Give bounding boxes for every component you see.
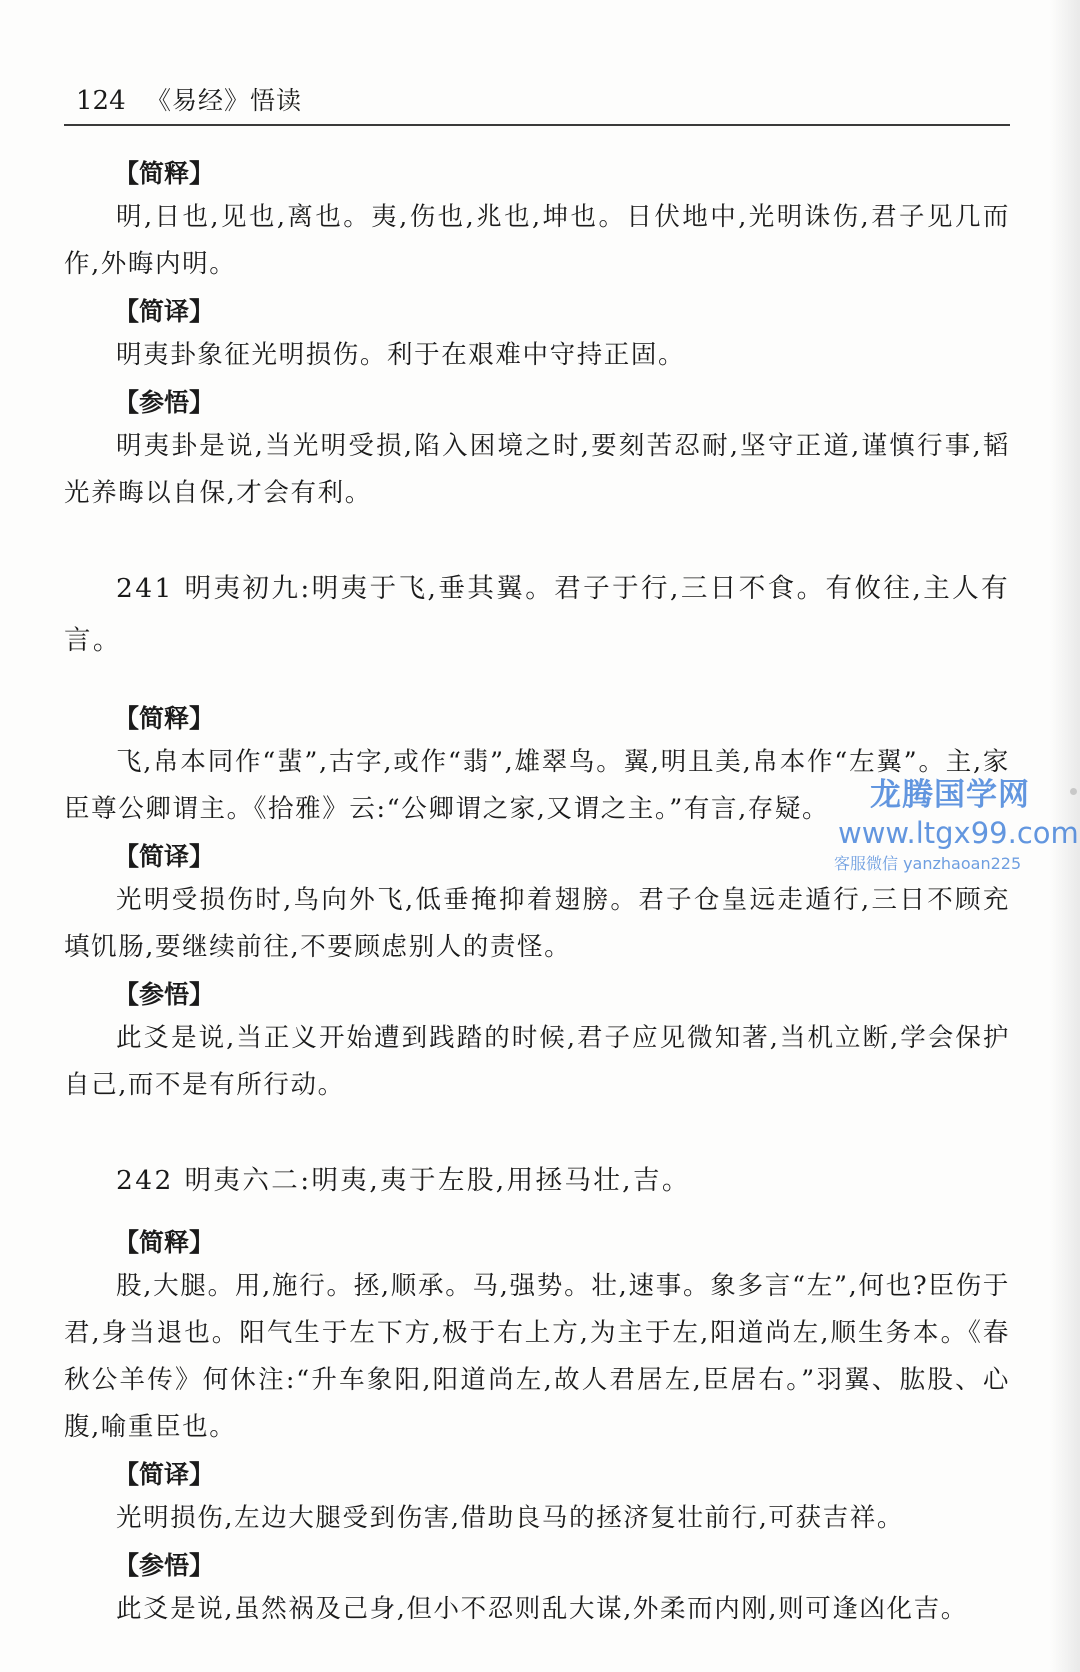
verse-242: 242 明夷六二:明夷,夷于左股,用拯马壮,吉。 <box>116 1165 691 1196</box>
paragraph-canwu: 此爻是说,虽然祸及己身,但小不忍则乱大谋,外柔而内刚,则可逢凶化吉。 <box>116 1594 968 1624</box>
label-canwu: 【参悟】 <box>114 388 215 417</box>
label-jianshi: 【简释】 <box>114 704 215 733</box>
label-jianshi: 【简释】 <box>114 1228 215 1257</box>
verse-241: 241 明夷初九:明夷于飞,垂其翼。君子于行,三日不食。有攸往,主人有言。 <box>64 573 1010 656</box>
section-verse-242 <box>64 1155 1010 1633</box>
label-jianyi: 【简译】 <box>114 297 215 326</box>
paragraph-canwu: 此爻是说,当正义开始遭到践踏的时候,君子应见微知著,当机立断,学会保护自己,而不是有所行动。 <box>64 1023 1010 1100</box>
label-jianshi: 【简释】 <box>114 159 215 188</box>
watermark-title: 龙腾国学网 <box>870 777 1030 813</box>
book-title: 《易经》悟读 <box>146 86 303 115</box>
page-content <box>64 154 1010 1637</box>
watermark-url: www.ltgx99.com <box>838 816 1079 850</box>
paragraph-jianyi: 光明损伤,左边大腿受到伤害,借助良马的拯济复壮前行,可获吉祥。 <box>116 1503 904 1533</box>
label-jianyi: 【简译】 <box>114 842 215 871</box>
watermark-contact: 客服微信 yanzhaoan225 <box>834 854 1022 873</box>
paragraph-jianyi: 明夷卦象征光明损伤。利于在艰难中守持正固。 <box>116 340 686 370</box>
paragraph-jianshi: 明,日也,见也,离也。夷,伤也,兆也,坤也。日伏地中,光明诛伤,君子见几而作,外晦内明。 <box>64 202 1010 279</box>
page-number: 124 <box>76 86 126 116</box>
watermark <box>826 776 1080 876</box>
label-canwu: 【参悟】 <box>114 980 215 1009</box>
section-hexagram-intro <box>64 154 1010 517</box>
label-jianyi: 【简译】 <box>114 1460 215 1489</box>
paragraph-canwu: 明夷卦是说,当光明受损,陷入困境之时,要刻苦忍耐,坚守正道,谨慎行事,韬光养晦以自保,才会有利。 <box>64 431 1010 508</box>
paragraph-jianshi: 飞,帛本同作“蜚”,古字,或作“翡”,雄翠鸟。翼,明且美,帛本作“左翼”。主,家臣尊公卿谓主。《拾雅》云:“公卿谓之家,又谓之主。”有言,存疑。 <box>64 747 1010 824</box>
paragraph-jianyi: 光明受损伤时,鸟向外飞,低垂掩抑着翅膀。君子仓皇远走遁行,三日不顾充填饥肠,要继续前往,不要顾虑别人的责怪。 <box>64 885 1010 962</box>
page-header <box>64 84 1010 126</box>
paragraph-jianshi: 股,大腿。用,施行。拯,顺承。马,强势。壮,速事。象多言“左”,何也?臣伤于君,身当退也。阳气生于左下方,极于右上方,为主于左,阳道尚左,顺生务本。《春秋公羊传》何休注:“升车象阳,阳道尚左,故人君居左,臣居右。”羽翼、肱股、心腹,喻重臣也。 <box>64 1271 1010 1442</box>
label-canwu: 【参悟】 <box>114 1551 215 1580</box>
